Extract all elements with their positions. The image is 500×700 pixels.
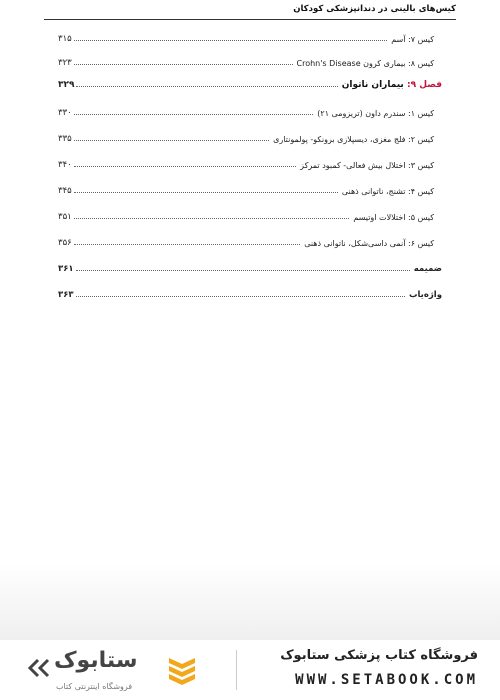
toc-entry-page: ۳۱۵ [58, 34, 72, 44]
toc-entry-title: کیس ۸: بیماری کرون Crohn's Disease [296, 59, 434, 68]
toc-chapter-page: ۳۲۹ [58, 80, 75, 90]
toc-entry [58, 128, 442, 144]
toc-entry-page: ۳۴۰ [58, 160, 72, 170]
dot-leader [74, 139, 269, 141]
toc-entry [58, 206, 442, 222]
toc-entry-page: ۳۵۶ [58, 238, 72, 248]
toc-entry-title: واژه‌یاب [408, 290, 442, 300]
dot-leader [74, 165, 296, 167]
dot-leader [76, 85, 337, 87]
toc-entry-title: کیس ۵: اختلالات اوتیسم [353, 213, 434, 222]
store-url-link[interactable]: WWW.SETABOOK.COM [295, 672, 478, 688]
dot-leader [76, 269, 410, 271]
toc-entry-page: ۳۶۳ [58, 290, 74, 300]
dot-leader [76, 295, 405, 297]
chapter-prefix: فصل ۹: [406, 80, 442, 90]
toc-entry [58, 284, 442, 300]
toc-chapter-title [340, 80, 442, 90]
running-header: کیس‌های بالینی در دندانپزشکی کودکان [293, 4, 456, 14]
toc-entry-page: ۳۵۱ [58, 212, 72, 222]
toc-entry [58, 52, 442, 68]
toc-entry-title: کیس ۷: آسم [391, 35, 434, 44]
dot-leader [74, 39, 388, 41]
toc-entry-title: کیس ۱: سندرم داون (تریزومی ۲۱) [317, 109, 434, 118]
header-rule [44, 19, 456, 20]
dot-leader [74, 243, 301, 245]
logo-tagline: فروشگاه اینترنتی کتاب [56, 682, 133, 691]
logo-wordmark: ستابوک [54, 648, 138, 673]
toc-entry [58, 28, 442, 44]
toc-entry [58, 180, 442, 196]
toc-entry-page: ۳۳۰ [58, 108, 72, 118]
toc-entry-page: ۳۲۳ [58, 58, 72, 68]
setabook-logo[interactable] [22, 646, 202, 696]
dot-leader [74, 191, 338, 193]
store-footer [0, 640, 500, 700]
store-name: فروشگاه کتاب پزشکی ستابوک [280, 648, 478, 663]
dot-leader [74, 63, 293, 65]
toc-entry-page: ۳۴۵ [58, 186, 72, 196]
dot-leader [74, 113, 314, 115]
toc-chapter [58, 74, 442, 90]
book-stack-icon [167, 654, 197, 688]
toc-entry-title: کیس ۴: تشنج، ناتوانی ذهنی [341, 187, 434, 196]
toc-entry [58, 258, 442, 274]
toc-entry-title: ضمیمه [413, 264, 442, 274]
chapter-name: بیماران ناتوان [341, 80, 404, 90]
toc-entry-title: کیس ۲: فلج مغزی، دیسپلازی برونکو- پولمونتاری [273, 135, 434, 144]
toc-entry [58, 102, 442, 118]
toc-entry [58, 232, 442, 248]
toc-entry-title: کیس ۶: آنمی داسی‌شکل، ناتوانی ذهنی [304, 239, 434, 248]
toc-entry-page: ۳۶۱ [58, 264, 74, 274]
toc-entry-page: ۳۳۵ [58, 134, 72, 144]
toc-entry-title: کیس ۳: اختلال بیش فعالی- کمبود تمرکز [300, 161, 434, 170]
footer-divider [236, 650, 237, 690]
toc-entry [58, 154, 442, 170]
dot-leader [74, 217, 350, 219]
chevron-left-icon [26, 658, 54, 678]
